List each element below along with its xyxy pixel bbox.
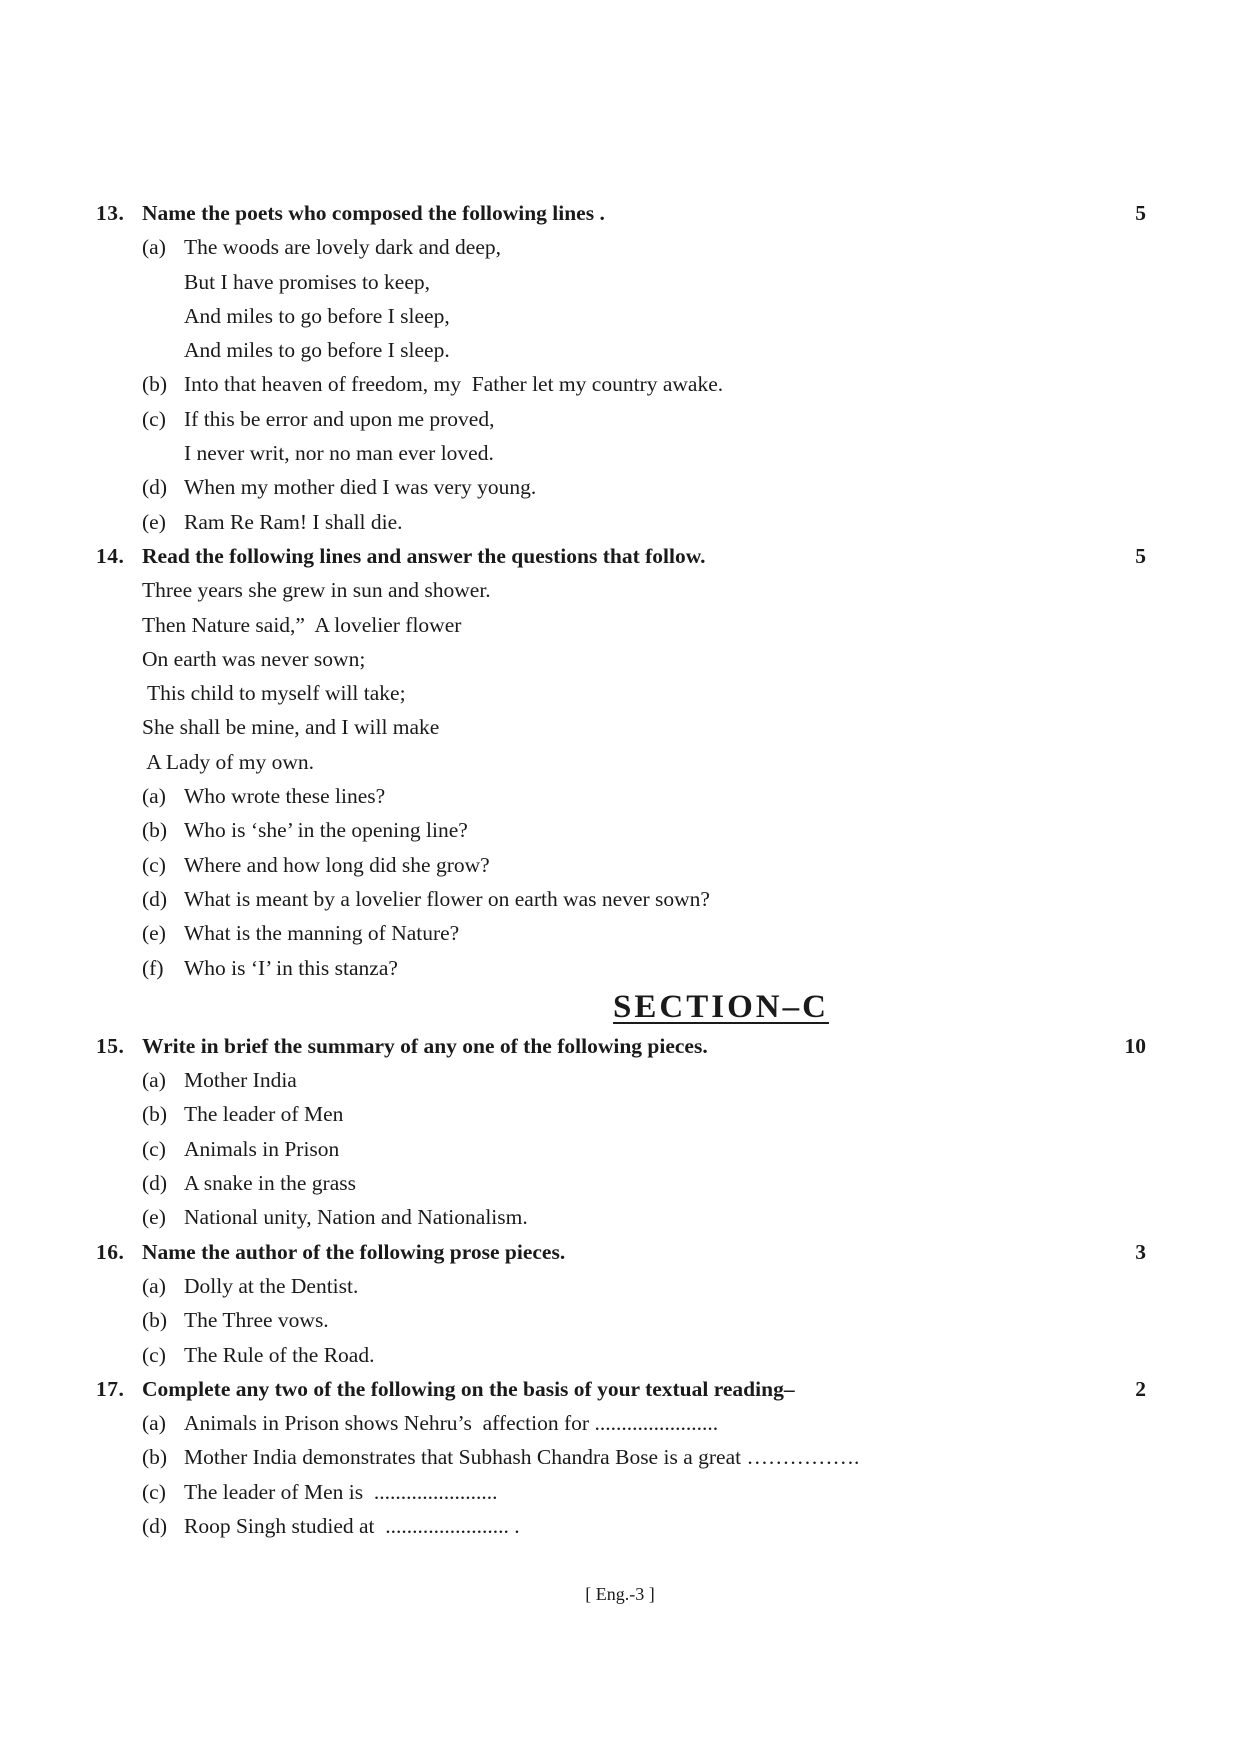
sub-item-text: I never writ, nor no man ever loved. [184,441,494,466]
stanza-line: A Lady of my own. [142,749,314,774]
sub-item-text: The leader of Men [184,1102,344,1127]
sub-item-text: Animals in Prison [184,1136,340,1161]
sub-item-text: What is the manning of Nature? [184,921,460,946]
sub-item-text: Roop Singh studied at ....................... . [184,1513,520,1538]
sub-item-text: If this be error and upon me proved, [184,406,495,431]
sub-item-text: Animals in Prison shows Nehru’s affection for ....................... [184,1411,719,1436]
question-paper-page [96,196,1146,1543]
question-marks: 5 [1135,543,1146,568]
stanza-line: Then Nature said,” A lovelier flower [142,612,462,637]
sub-item-row [96,265,1146,299]
sub-item-text: Who wrote these lines? [184,784,386,809]
question-text: Name the poets who composed the following lines . [142,201,605,225]
sub-item-text: But I have promises to keep, [184,269,431,294]
sub-item-label: (b) [142,1308,168,1333]
stanza-line: She shall be mine, and I will make [142,715,440,740]
sub-item-row [96,367,1146,401]
question-number: 16. [96,1239,125,1264]
stanza-line: This child to myself will take; [142,681,406,706]
sub-item-text: The leader of Men is ....................... [184,1479,498,1504]
sub-item-label: (b) [142,372,168,397]
sub-item-label: (c) [142,852,166,877]
page-footer: [ Eng.-3 ] [585,1584,655,1604]
sub-item-text: Dolly at the Dentist. [184,1273,359,1298]
question-text: Complete any two of the following on the basis of your textual reading– [142,1376,795,1401]
sub-item-text: Who is ‘she’ in the opening line? [184,818,468,843]
sub-item-row [96,1303,1146,1337]
sub-item-row [96,882,1146,916]
sub-item-label: (d) [142,475,168,500]
sub-item-text: When my mother died I was very young. [184,475,537,500]
sub-item-row [96,1338,1146,1372]
sub-item-text: National unity, Nation and Nationalism. [184,1205,528,1230]
question-header [96,1235,1146,1269]
sub-item-row [96,1132,1146,1166]
sub-item-row [96,1440,1146,1474]
sub-item-text: And miles to go before I sleep, [184,303,450,328]
sub-item-row [96,1475,1146,1509]
sub-item-label: (c) [142,406,166,431]
stanza-line-row [96,608,1146,642]
sub-item-text: And miles to go before I sleep. [184,338,450,363]
sub-item-label: (d) [142,886,168,911]
sub-item-label: (d) [142,1513,168,1538]
sub-item-label: (e) [142,1205,166,1230]
sub-item-row [96,436,1146,470]
question-text: Write in brief the summary of any one of the following pieces. [142,1033,708,1058]
sub-item-text: Where and how long did she grow? [184,852,490,877]
question-text: Name the author of the following prose pieces. [142,1239,566,1264]
sub-item-text: Mother India [184,1068,297,1093]
sub-item-text: A snake in the grass [184,1171,356,1196]
sub-item-label: (d) [142,1171,168,1196]
stanza-line-row [96,710,1146,744]
sub-item-row [96,1200,1146,1234]
sub-item-text: The Three vows. [184,1308,329,1333]
question-marks: 2 [1135,1376,1146,1401]
sub-item-label: (c) [142,1136,166,1161]
sub-item-text: The Rule of the Road. [184,1342,375,1367]
sub-item-row [96,916,1146,950]
sub-item-text: Into that heaven of freedom, my Father let my country awake. [184,372,724,397]
sub-item-row [96,470,1146,504]
sub-item-label: (c) [142,1342,166,1367]
question-number: 14. [96,543,125,568]
sub-item-row [96,813,1146,847]
stanza-line-row [96,676,1146,710]
sub-item-label: (a) [142,1068,166,1093]
sub-item-label: (b) [142,818,168,843]
question-marks: 10 [1124,1033,1146,1058]
sub-item-label: (e) [142,509,166,534]
question-number: 17. [96,1376,125,1401]
stanza-line: Three years she grew in sun and shower. [142,578,491,603]
sub-item-row [96,1097,1146,1131]
sub-item-text: Ram Re Ram! I shall die. [184,509,403,534]
sub-item-row [96,1063,1146,1097]
sub-item-row [96,230,1146,264]
question-header [96,1029,1146,1063]
question-number: 13. [96,201,125,225]
sub-item-row [96,333,1146,367]
sub-item-label: (b) [142,1445,168,1470]
sub-item-row [96,848,1146,882]
sub-item-row [96,1269,1146,1303]
sub-item-label: (e) [142,921,166,946]
sub-item-row [96,779,1146,813]
section-title: SECTION–C [613,988,829,1025]
question-marks: 5 [1135,201,1146,225]
sub-item-text: The woods are lovely dark and deep, [184,235,502,260]
question-header [96,1372,1146,1406]
sub-item-row [96,505,1146,539]
sub-item-row [96,951,1146,985]
sub-item-text: Mother India demonstrates that Subhash Chandra Bose is a great ……………. [184,1445,860,1470]
question-marks: 3 [1135,1239,1146,1264]
sub-item-row [96,402,1146,436]
question-number: 15. [96,1033,125,1058]
stanza-line-row [96,642,1146,676]
stanza-line-row [96,745,1146,779]
sub-item-text: What is meant by a lovelier flower on earth was never sown? [184,886,710,911]
question-text: Read the following lines and answer the questions that follow. [142,543,706,568]
sub-item-label: (b) [142,1102,168,1127]
sub-item-label: (a) [142,1411,166,1436]
question-header [96,539,1146,573]
sub-item-label: (f) [142,955,164,980]
stanza-line-row [96,573,1146,607]
sub-item-label: (a) [142,1273,166,1298]
sub-item-row [96,1509,1146,1543]
sub-item-text: Who is ‘I’ in this stanza? [184,955,398,980]
sub-item-label: (c) [142,1479,166,1504]
sub-item-row [96,299,1146,333]
sub-item-row [96,1166,1146,1200]
sub-item-label: (a) [142,235,166,260]
sub-item-label: (a) [142,784,166,809]
stanza-line: On earth was never sown; [142,646,366,671]
question-header [96,196,1146,230]
sub-item-row [96,1406,1146,1440]
section-heading-row [96,985,1146,1029]
